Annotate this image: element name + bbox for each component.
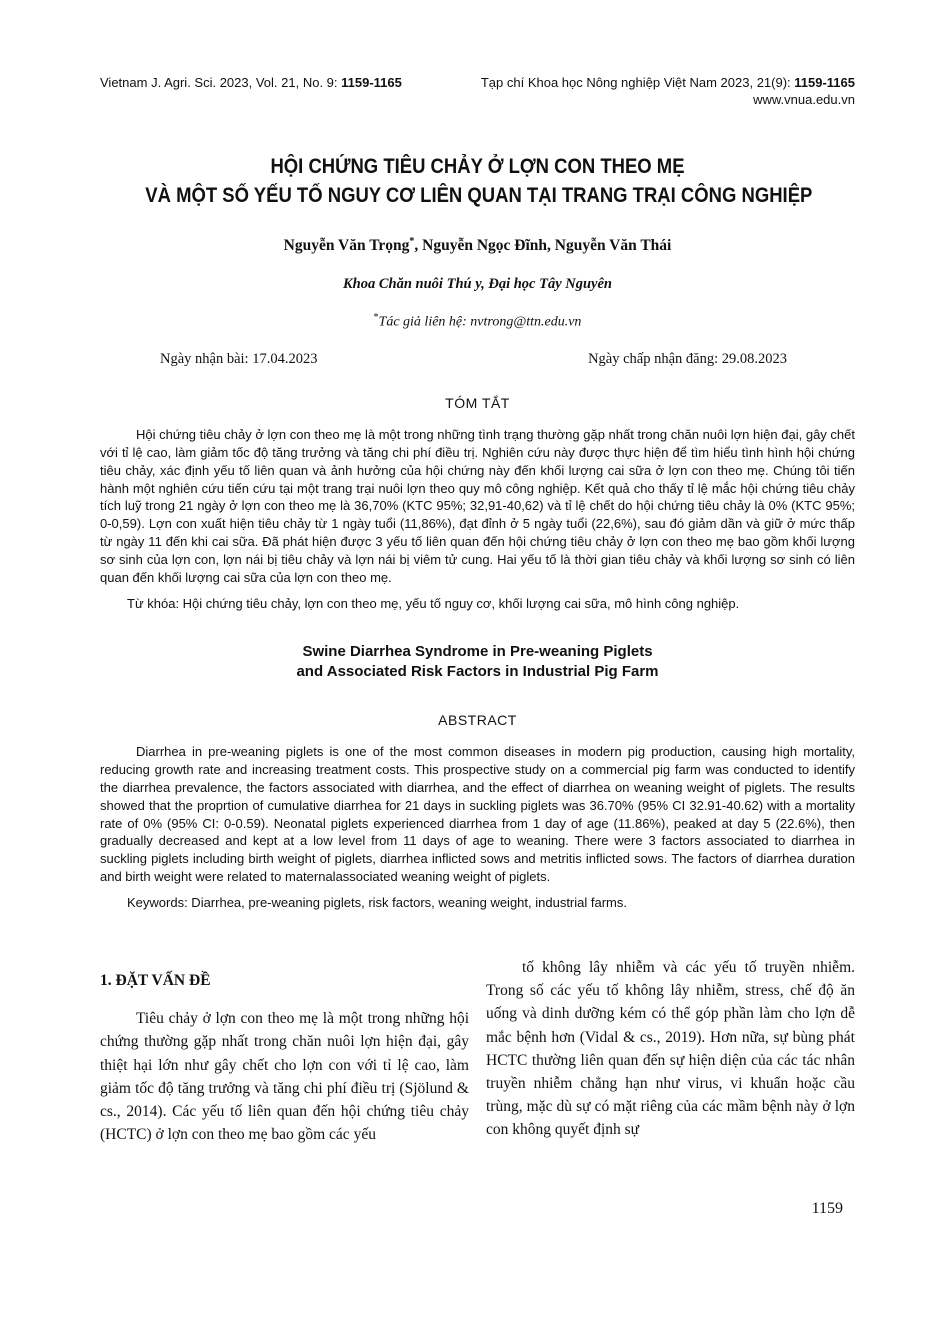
- abstract-en-heading: ABSTRACT: [438, 711, 517, 728]
- journal-website: www.vnua.edu.vn: [753, 92, 855, 107]
- running-head: [100, 74, 855, 108]
- journal-citation-vi-pages: 1159-1165: [794, 75, 855, 90]
- journal-citation-vi: [481, 74, 855, 108]
- body-columns: [100, 956, 855, 1146]
- section-1-paragraph-left: Tiêu chảy ở lợn con theo mẹ là một trong những hội chứng thường gặp nhất trong chăn nuôi lợn hiện đại, gây thiệt hại lớn như gây chết cho lợn con với tỉ lệ cao, làm giảm tốc độ tăng trưởng và tăng chi phí điều trị (Sjölund & cs., 2014). Các yếu tố liên quan đến hội chứng tiêu chảy (HCTC) ở lợn con theo mẹ bao gồm các yếu: [100, 1010, 469, 1144]
- author-list: [100, 236, 855, 255]
- keywords-en: Keywords: Diarrhea, pre-weaning piglets, risk factors, weaning weight, industrial farms.: [127, 895, 627, 911]
- article-title-vi: [100, 152, 855, 210]
- body-column-left: [100, 956, 469, 1146]
- corresponding-contact: [100, 312, 855, 331]
- article-title-vi-line1: HỘI CHỨNG TIÊU CHẢY Ở LỢN CON THEO MẸ: [270, 155, 685, 178]
- abstract-vi-body: Hội chứng tiêu chảy ở lợn con theo mẹ là một trong những tình trạng thường gặp nhất trong chăn nuôi lợn hiện đại, gây chết với tỉ lệ cao, làm giảm tốc độ tăng trưởng và tăng chi phí điều trị. Nghiên cứu này được thực hiện để tìm hiểu tình hình hội chứng tiêu chảy, xác định yếu tố liên quan và ảnh hưởng của hội chứng này đến khối lượng cai sữa ở lợn con theo mẹ. Chúng tôi tiến hành một nghiên cứu tiến cứu tại một trang trại nuôi lợn theo quy mô công nghiệp. Kết quả cho thấy tỉ lệ mắc hội chứng tiêu chảy tích luỹ trong 21 ngày ở lợn con theo mẹ là 36,70% (KTC 95%; 32,91-40,62) và tỉ lệ chết do hội chứng tiêu chảy là 0% (KTC 95%; 0-0,59). Lợn con xuất hiện tiêu chảy từ 1 ngày tuổi (11,86%), đạt đỉnh ở 5 ngày tuổi (22,6%), sau đó giảm dần và giữ ở mức thấp từ ngày 11 đến khi cai sữa. Đã phát hiện được 3 yếu tố liên quan đến hội chứng tiêu chảy ở lợn con theo mẹ bao gồm khối lượng sơ sinh của lợn con, lợn nái bị tiêu chảy và lợn nái bị viêm tử cung. Hai yếu tố là thời gian tiêu chảy và khối lượng sơ sinh có liên quan đến khối lượng cai sữa của lợn con theo mẹ.: [100, 426, 855, 586]
- affiliation: Khoa Chăn nuôi Thú y, Đại học Tây Nguyên: [343, 276, 612, 293]
- section-1-paragraph-right: tố không lây nhiễm và các yếu tố truyền nhiễm. Trong số các yếu tố không lây nhiễm, stress, chế độ ăn uống và dinh dưỡng kém có thể góp phần làm cho lợn dễ mắc bệnh hơn (Vidal & cs., 2019). Hơn nữa, sự bùng phát HCTC thường liên quan đến sự hiện diện của các tác nhân truyền nhiễm chẳng hạn như virus, vi khuẩn hoặc cầu trùng, mặc dù sự có mặt riêng của các mầm bệnh này ở lợn con không quyết định sự: [486, 959, 855, 1139]
- body-column-right: [486, 956, 855, 1146]
- article-title-en-line1: Swine Diarrhea Syndrome in Pre-weaning Piglets: [302, 642, 653, 660]
- abstract-vi-heading: TÓM TẮT: [445, 394, 510, 411]
- corresponding-author-mark: *: [409, 236, 415, 247]
- author-others: , Nguyễn Ngọc Đĩnh, Nguyễn Văn Thái: [414, 237, 672, 255]
- article-title-en-line2: and Associated Risk Factors in Industrial Pig Farm: [296, 662, 659, 680]
- abstract-en-body: Diarrhea in pre-weaning piglets is one of the most common diseases in modern pig production, causing high mortality, reducing growth rate and increasing treatment costs. This prospective study on a commercial pig farm was conducted to identify the diarrhea prevalence, the factors associated with diarrhea, and the effect of diarrhea on weaning weight of piglets. The results showed that the proprtion of cumulative diarrhea for 21 days in suckling piglets was 36.70% (95% CI 32.91-40.62) with a mortality rate of 0% (95% CI: 0-0.59). Neonatal piglets experienced diarrhea from 1 day of age (11.86%), peaked at day 5 (22.6%), then gradually decreased and kept at a low level from 11 days of age to weaning. There were 3 factors associated to diarrhea in suckling piglets including birth weight of piglets, diarrhea inflicted sows and metritis inflicted sows. The factors of diarrhea duration and birth weight were related to maternalassociated weaning weight of piglets.: [100, 743, 855, 885]
- article-title-vi-line2: VÀ MỘT SỐ YẾU TỐ NGUY CƠ LIÊN QUAN TẠI TRANG TRẠI CÔNG NGHIỆP: [145, 184, 813, 207]
- page-number: 1159: [811, 1200, 843, 1217]
- journal-citation-en-text: Vietnam J. Agri. Sci. 2023, Vol. 21, No. 9:: [100, 75, 342, 90]
- contact-text: Tác giả liên hệ: nvtrong@ttn.edu.vn: [378, 314, 582, 330]
- author-1: Nguyễn Văn Trọng: [283, 237, 410, 255]
- journal-citation-vi-text: Tạp chí Khoa học Nông nghiệp Việt Nam 2023, 21(9):: [480, 75, 795, 90]
- keywords-vi: Từ khóa: Hội chứng tiêu chảy, lợn con theo mẹ, yếu tố nguy cơ, khối lượng cai sữa, mô hình công nghiệp.: [127, 595, 740, 611]
- date-accepted: Ngày chấp nhận đăng: 29.08.2023: [588, 350, 787, 367]
- paper-page: [100, 0, 855, 1146]
- date-received: Ngày nhận bài: 17.04.2023: [160, 350, 318, 367]
- journal-citation-en-pages: 1159-1165: [341, 75, 402, 90]
- article-title-en: [100, 642, 855, 682]
- journal-citation-en: [100, 74, 402, 91]
- section-1-heading: 1. ĐẶT VẤN ĐỀ: [100, 972, 211, 990]
- submission-dates: [100, 351, 855, 368]
- contact-asterisk: *: [373, 312, 379, 324]
